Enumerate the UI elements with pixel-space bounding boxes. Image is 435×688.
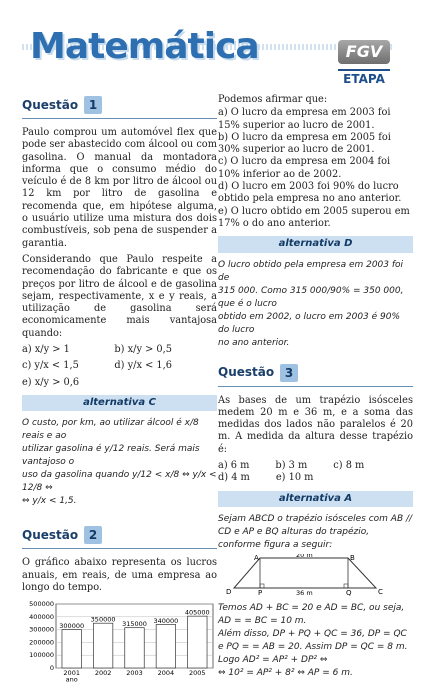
solution-3 [218, 513, 413, 552]
trapezoid-diagram [218, 554, 413, 600]
label-Q: Q [346, 588, 352, 596]
answer-banner: alternativa A [218, 491, 413, 507]
x-tick-label: 2003 [126, 669, 143, 678]
chart-svg [22, 600, 217, 684]
label-C: C [378, 587, 383, 596]
y-tick-label: 400000 [29, 612, 54, 621]
solution-line: Temos AD + BC = 20 e AD = BC, ou seja, AD = = BC = 10 m. [218, 603, 405, 627]
data-label: 405000 [184, 608, 210, 617]
option-b: b) 3 m [275, 460, 308, 472]
y-tick-label: 300000 [29, 625, 54, 634]
solution-line: obtido em 2002, o lucro em 2003 é 90% do lucro [218, 311, 401, 335]
label-top: 20 m [296, 553, 313, 559]
question-label: Questão [22, 97, 79, 112]
bar [188, 616, 207, 668]
data-label: 350000 [90, 615, 116, 624]
bar [62, 630, 81, 668]
option-a: a) 6 m [218, 460, 250, 472]
bar [156, 625, 175, 669]
question-3-text: As bases de um trapézio isósceles medem 20 m e 36 m, e a soma das medidas dos lados não paralelos é 20 m. A medida da altura desse trapézio é: [218, 394, 413, 455]
solution-line: utilizar gasolina é y/12 reais. Será mais vantajoso o [22, 444, 200, 468]
divider [218, 386, 413, 387]
y-tick-label: 200000 [29, 638, 54, 647]
x-tick-label: 2002 [94, 669, 112, 678]
solution-line: ⇔ y/x < 1,5. [22, 496, 77, 507]
solution-line: uso da gasolina quando y/12 < x/8 ⇔ y/x < 12/8 ⇔ [22, 470, 217, 494]
question-2-intro: Podemos afirmar que: [218, 94, 328, 105]
solution-3-cont [218, 602, 413, 680]
y-tick-label: 100000 [29, 651, 54, 660]
question-2-heading [22, 526, 217, 544]
solution-1 [22, 417, 217, 508]
option-e: e) x/y > 0,6 [22, 376, 80, 388]
option-c: c) y/x < 1,5 [22, 360, 79, 372]
solution-line: O lucro obtido pela empresa em 2003 foi de [218, 259, 404, 283]
options-row [218, 460, 413, 472]
question-number: 1 [84, 96, 102, 114]
solution-line: O custo, por km, ao utilizar álcool é x/8 reais e ao [22, 418, 199, 442]
option-d: d) 4 m [218, 472, 250, 484]
option-a: a) O lucro da empresa em 2003 foi 15% superior ao lucro de 2001. [218, 107, 391, 131]
option-d: d) O lucro em 2003 foi 90% do lucro obtido pela empresa no ano anterior. [218, 181, 402, 205]
y-tick-label: 500000 [29, 600, 54, 609]
question-number: 2 [84, 526, 102, 544]
question-3-heading [218, 364, 413, 382]
option-c: c) 8 m [333, 460, 365, 472]
answer-banner: alternativa C [22, 395, 217, 411]
data-label: 300000 [59, 622, 85, 631]
option-e: e) 10 m [275, 472, 314, 484]
label-D: D [226, 587, 232, 596]
solution-line: Além disso, DP + PQ + QC = 36, DP = QC e PQ = = AB = 20. Assim DP = QC = 8 m. [218, 629, 408, 653]
question-label: Questão [218, 365, 275, 380]
question-1-options [22, 344, 217, 389]
trapezoid-svg [218, 554, 413, 596]
question-label: Questão [22, 528, 79, 543]
divider [22, 118, 217, 119]
bar [93, 623, 112, 668]
solution-line: 315 000. Como 315 000/90% = 350 000, que é o lucro [218, 285, 404, 309]
x-tick-label: 2001 [63, 669, 80, 678]
option-e: e) O lucro obtido em 2005 superou em 17% o do ano anterior. [218, 205, 410, 229]
divider [22, 548, 217, 549]
right-angle-P [260, 584, 264, 588]
fgv-logo: FGV [338, 40, 390, 64]
y-tick-label: 0 [49, 664, 54, 673]
x-tick-label: 2004 [157, 669, 175, 678]
question-1-text-2: Considerando que Paulo respeite a recomendação do fabricante e que os preços por litro de álcool e de gasolina sejam, respectivamente, x e y reais, a utilização de gasolina será economicamente mais vantajosa quando: [22, 253, 217, 339]
profit-chart [22, 600, 217, 688]
page-title: Matemática [30, 26, 259, 67]
option-b: b) x/y > 0,5 [114, 344, 172, 356]
label-B: B [350, 553, 355, 562]
right-column [218, 94, 413, 680]
right-angle-Q [344, 584, 348, 588]
label-P: P [258, 588, 263, 596]
data-label: 315000 [122, 620, 147, 629]
question-2-text: O gráfico abaixo representa os lucros anuais, em reais, de uma empresa ao longo do tempo. [22, 557, 217, 593]
solution-line: Sejam ABCD o trapézio isósceles com AB // CD e AP e BQ alturas do trapézio, conforme figura a seguir: [218, 513, 413, 550]
x-tick-label: ano [65, 675, 78, 684]
option-d: d) y/x < 1,6 [114, 360, 172, 372]
question-number: 3 [280, 364, 298, 382]
left-column [22, 96, 217, 688]
option-b: b) O lucro da empresa em 2005 foi 30% superior ao lucro de 2001. [218, 131, 391, 156]
option-c: c) O lucro da empresa em 2004 foi 10% inferior ao de 2002. [218, 156, 391, 180]
answer-banner: alternativa D [218, 236, 413, 252]
question-1-text: Paulo comprou um automóvel flex que pode ser abastecido com álcool ou com gasolina. O manual da montadora informa que o consumo médio do veículo é de 8 km por litro de álcool ou 12 km por litro de gasolina e recomenda que, em hipótese alguma, o usuário utilize uma mistura dos dois combustíveis, sob pena de suspender a garantia. [22, 127, 217, 249]
page-header [0, 0, 435, 92]
solution-line: Logo AD² = AP² + DP² ⇔ [218, 655, 328, 666]
trapezoid-shape [234, 558, 376, 588]
x-tick-label: 2005 [189, 669, 206, 678]
solution-line: no ano anterior. [218, 337, 290, 348]
etapa-logo: ETAPA [338, 69, 390, 88]
label-bottom: 36 m [296, 588, 313, 596]
bar [125, 628, 144, 668]
solution-line: ⇔ 10² = AP² + 8² ⇔ AP = 6 m. [218, 668, 353, 679]
solution-2 [218, 259, 413, 350]
data-label: 340000 [153, 617, 179, 626]
options-row [218, 472, 413, 484]
label-A: A [254, 553, 259, 562]
option-a: a) x/y > 1 [22, 344, 70, 356]
question-1-heading [22, 96, 217, 114]
